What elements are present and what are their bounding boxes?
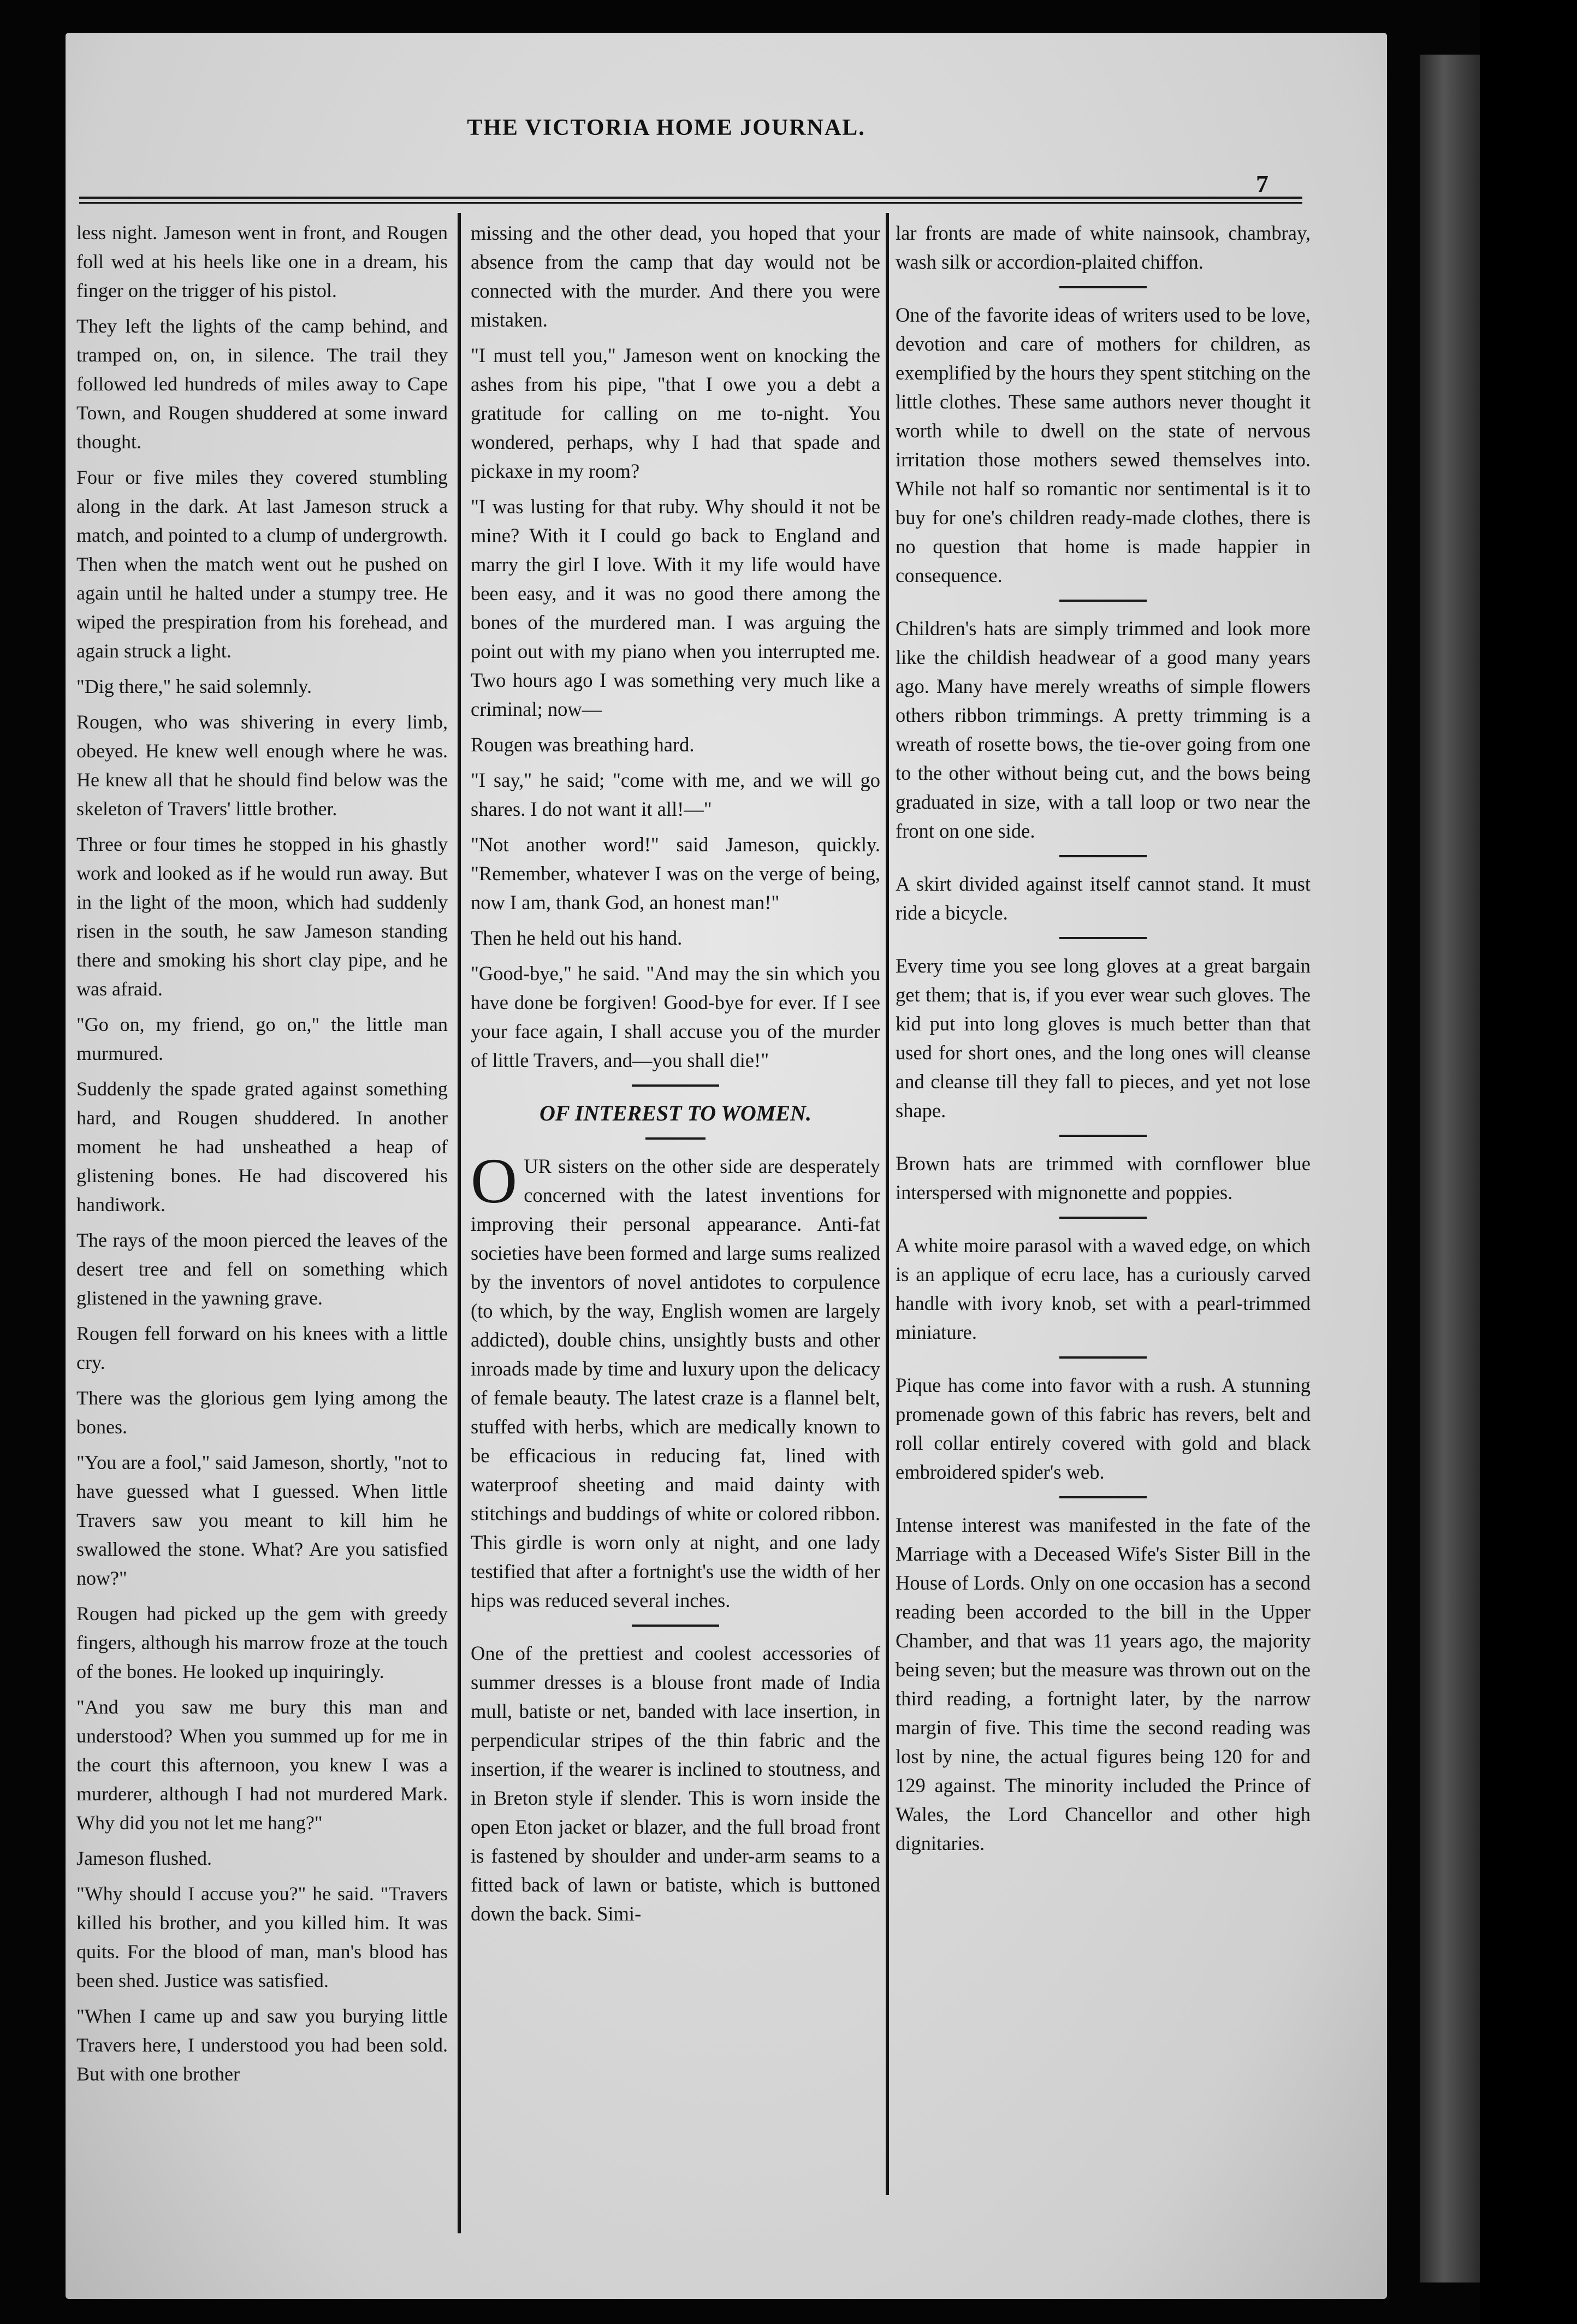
story-paragraph: "Why should I accuse you?" he said. "Travers killed his brother, and you killed him. It was quits. For the blood of man, man's blood has been shed. Justice was satisfied. (76, 1883, 448, 1991)
story-paragraph: "You are a fool," said Jameson, shortly, "not to have guessed what I guessed. When little Travers saw you meant to kill him he swallowed the stone. What? Are you satisfied now?" (76, 1451, 448, 1589)
story-paragraph: The rays of the moon pierced the leaves of the desert tree and fell on something which glistened in the yawning grave. (76, 1229, 448, 1309)
story-paragraph: less night. Jameson went in front, and Rougen foll wed at his heels like one in a dream, his finger on the trigger of his pistol. (76, 222, 448, 301)
running-head: THE VICTORIA HOME JOURNAL. (467, 115, 865, 140)
article-paragraph: Children's hats are simply trimmed and look more like the childish headwear of a good many years ago. Many have merely wreaths of simple flowers others ribbon trimmings. A pretty trimming is a wreath of rosette bows, the tie-over going from one to the other without being cut, and the bows being graduated in size, with a tall loop or two near the front on one side. (896, 617, 1311, 842)
section-divider (632, 1625, 719, 1627)
article-paragraph: Brown hats are trimmed with cornflower blue interspersed with mignonette and poppies. (896, 1152, 1311, 1204)
section-divider (1059, 1135, 1147, 1137)
story-paragraph: "When I came up and saw you burying little Travers here, I understood you had been sold. But with one brother (76, 2005, 448, 2085)
story-paragraph: Rougen, who was shivering in every limb, obeyed. He knew well enough where he was. He knew all that he should find below was the skeleton of Travers' little brother. (76, 711, 448, 820)
page-number: 7 (1256, 170, 1268, 198)
section-divider (1059, 286, 1147, 288)
story-paragraph: "I say," he said; "come with me, and we will go shares. I do not want it all!—" (471, 769, 880, 820)
article-paragraph: One of the favorite ideas of writers used to be love, devotion and care of mothers for children, as exemplified by the hours they spent stitching on the little clothes. These same authors never thought it worth while to dwell on the state of nervous irritation those mothers sewed themselves into. While not half so romantic nor sentimental is it to buy for one's children ready-made clothes, there is no question that home is made happier in consequence. (896, 304, 1311, 586)
story-paragraph: There was the glorious gem lying among the bones. (76, 1387, 448, 1438)
story-paragraph: "I must tell you," Jameson went on knocking the ashes from his pipe, "that I owe you a debt a gratitude for calling on me to-night. You wondered, perhaps, why I had that spade and pickaxe in my room? (471, 344, 880, 482)
lead-paragraph-text: UR sisters on the other side are desperately concerned with the latest inventions for improving their personal appearance. Anti-fat societies have been formed and large sums realized by the inventors of novel antidotes to corpulence (to which, by the way, English women are largely addicted), double chins, unsightly busts and other inroads made by time and luxury upon the delicacy of female beauty. The latest craze is a flannel belt, stuffed with herbs, which are medically known to be efficacious in reducing fat, lined with waterproof sheeting and maid dainty with stitchings and buddings of white or colored ribbon. This girdle is worn only at night, and one lady testified that after a fortnight's use the width of her hips was reduced several inches. (471, 1155, 880, 1611)
film-margin (1480, 0, 1577, 2324)
story-paragraph: "And you saw me bury this man and understood? When you summed up for me in the court this afternoon, you knew I was a murderer, although I had not murdered Mark. Why did you not let me hang?" (76, 1696, 448, 1834)
story-paragraph: Rougen was breathing hard. (471, 733, 695, 756)
column-rule (886, 213, 889, 2195)
story-paragraph: Rougen fell forward on his knees with a little cry. (76, 1323, 448, 1373)
column-2 (471, 218, 880, 1935)
film-edge-stripe (1420, 55, 1480, 2282)
section-divider (632, 1084, 719, 1087)
article-paragraph: A white moire parasol with a waved edge, on which is an applique of ecru lace, has a curiously carved handle with ivory knob, set with a pearl-trimmed miniature. (896, 1234, 1311, 1343)
story-paragraph: "Good-bye," he said. "And may the sin which you have done be forgiven! Good-bye for ever. If I see your face again, I shall accuse you of the murder of little Travers, and—you shall die!" (471, 962, 880, 1071)
header-rule (79, 197, 1302, 204)
story-paragraph: "Go on, my friend, go on," the little man murmured. (76, 1013, 448, 1064)
column-3 (896, 218, 1311, 1864)
article-paragraph: lar fronts are made of white nainsook, chambray, wash silk or accordion-plaited chiffon. (896, 222, 1311, 273)
column-rule (458, 213, 461, 2233)
article-paragraph: One of the prettiest and coolest accessories of summer dresses is a blouse front made of India mull, batiste or net, banded with lace insertion, in perpendicular stripes of the thin fabric and the insertion, if the wearer is inclined to stoutness, and in Breton style if slender. This is worn inside the open Eton jacket or blazer, and the full broad front is fastened by shoulder and under-arm seams to a fitted back of lawn or batiste, which is buttoned down the back. Simi- (471, 1642, 880, 1925)
story-paragraph: Jameson flushed. (76, 1847, 212, 1869)
story-paragraph: Rougen had picked up the gem with greedy fingers, although his marrow froze at the touch of the bones. He looked up inquiringly. (76, 1603, 448, 1682)
section-title: OF INTEREST TO WOMEN. (540, 1101, 811, 1125)
story-paragraph: They left the lights of the camp behind, and tramped on, on, in silence. The trail they followed led hundreds of miles away to Cape Town, and Rougen shuddered at some inward thought. (76, 315, 448, 453)
column-1 (76, 218, 448, 2095)
section-divider (645, 1137, 706, 1140)
story-paragraph: Four or five miles they covered stumbling along in the dark. At last Jameson struck a match, and pointed to a clump of undergrowth. Then when the match went out he pushed on again until he halted under a stumpy tree. He wiped the prespiration from his forehead, and again struck a light. (76, 466, 448, 662)
article-paragraph: Pique has come into favor with a rush. A stunning promenade gown of this fabric has revers, belt and roll collar entirely covered with gold and black embroidered spider's web. (896, 1374, 1311, 1483)
section-divider (1059, 600, 1147, 602)
story-paragraph: missing and the other dead, you hoped that your absence from the camp that day would not be connected with the murder. And there you were mistaken. (471, 222, 880, 331)
story-paragraph: "I was lusting for that ruby. Why should it not be mine? With it I could go back to England and marry the girl I love. With it my life would have been easy, and it was no good there among the bones of the murdered man. I was arguing the point out with my piano when you interrupted me. Two hours ago I was something very much like a criminal; now— (471, 495, 880, 720)
article-paragraph: A skirt divided against itself cannot stand. It must ride a bicycle. (896, 873, 1311, 924)
story-paragraph: "Not another word!" said Jameson, quickly. "Remember, whatever I was on the verge of being, now I am, thank God, an honest man!" (471, 833, 880, 914)
section-divider (1059, 1356, 1147, 1359)
article-paragraph: Intense interest was manifested in the fate of the Marriage with a Deceased Wife's Sister Bill in the House of Lords. Only on one occasion has a second reading been accorded to the bill in the Upper Chamber, and that was 11 years ago, the majority being seven; but the measure was thrown out on the third reading, a fortnight later, by the narrow margin of five. This time the second reading was lost by nine, the actual figures being 120 for and 129 against. The minority included the Prince of Wales, the Lord Chancellor and other high dignitaries. (896, 1514, 1311, 1854)
story-paragraph: Suddenly the spade grated against something hard, and Rougen shuddered. In another moment he had unsheathed a heap of glistening bones. He had discovered his handiwork. (76, 1078, 448, 1216)
section-divider (1059, 937, 1147, 939)
article-paragraph: Every time you see long gloves at a great bargain get them; that is, if you ever wear such gloves. The kid put into long gloves is much better than that used for short ones, and the long ones will cleanse and cleanse till they fall to pieces, and yet not lose shape. (896, 954, 1311, 1122)
section-divider (1059, 1496, 1147, 1498)
lead-paragraph (471, 1145, 880, 1615)
story-paragraph: Three or four times he stopped in his ghastly work and looked as if he would run away. But in the light of the moon, which had suddenly risen in the south, he saw Jameson standing there and smoking his short clay pipe, and he was afraid. (76, 833, 448, 1000)
section-divider (1059, 1217, 1147, 1219)
drop-cap: O (471, 1145, 518, 1217)
story-paragraph: "Dig there," he said solemnly. (76, 675, 312, 697)
story-paragraph: Then he held out his hand. (471, 927, 683, 949)
section-divider (1059, 855, 1147, 857)
